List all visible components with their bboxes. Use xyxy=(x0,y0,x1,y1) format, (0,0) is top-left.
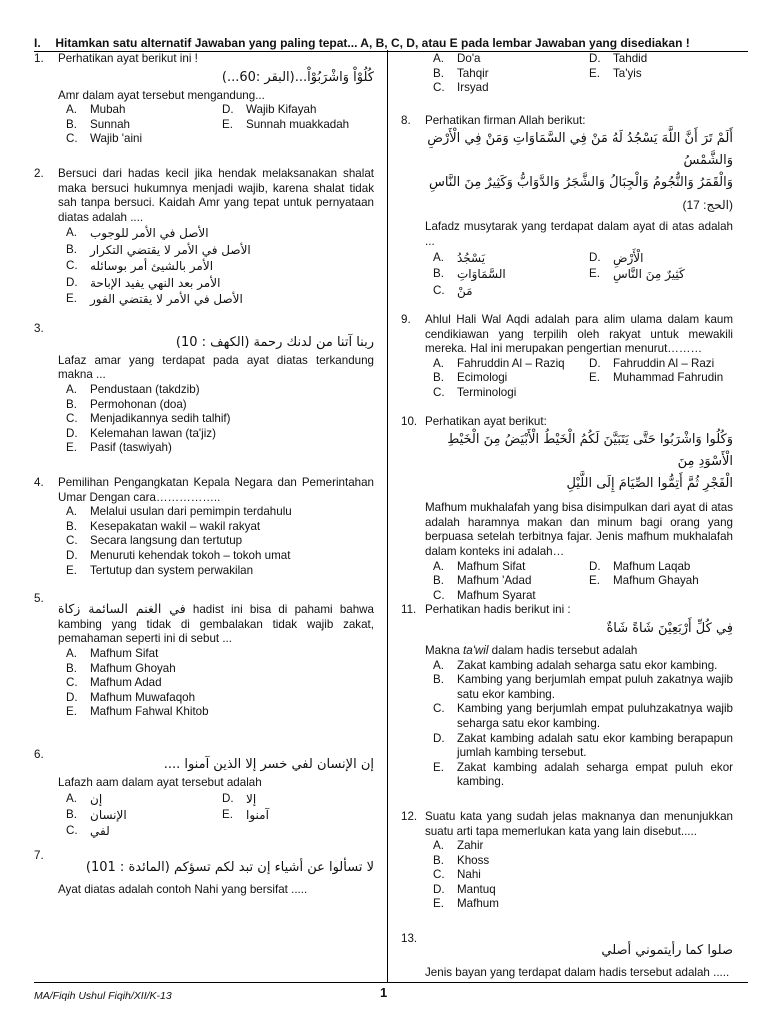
option-text: Muhammad Fahrudin xyxy=(613,371,724,385)
question-stem: Mafhum mukhalafah yang bisa disimpulkan dari ayat di atas adalah haramnya makan dan minum bagi orang yang berpuasa setelah terbitnya fajar. Jenis mafhum mukhalafah dalam konteks ini adalah… xyxy=(425,501,733,558)
option-d[interactable] xyxy=(66,549,374,564)
option-letter: B. xyxy=(66,519,77,533)
option-letter: D. xyxy=(589,356,601,370)
option-b[interactable] xyxy=(66,118,222,133)
option-d[interactable] xyxy=(589,357,733,372)
option-letter: A. xyxy=(433,52,444,65)
option-c[interactable] xyxy=(66,132,222,147)
option-a[interactable] xyxy=(66,103,222,118)
section-number: I. xyxy=(34,36,41,50)
option-text: Pasif (taswiyah) xyxy=(90,441,172,455)
arabic-hadith: صلوا كما رأيتموني أصلي xyxy=(601,943,733,959)
instruction-header xyxy=(34,36,754,50)
option-e[interactable] xyxy=(589,574,733,589)
option-letter: B. xyxy=(433,371,444,385)
option-c[interactable] xyxy=(433,702,733,731)
option-d[interactable] xyxy=(589,250,733,267)
options xyxy=(66,647,374,720)
option-text: يَسْجُدُ xyxy=(457,250,486,265)
arabic-verse: كُلُوْاْ وَاشْرَبُوْاْ...(البقر :60...) xyxy=(221,69,374,85)
left-column xyxy=(34,52,374,897)
option-letter: B. xyxy=(433,673,444,687)
option-e[interactable] xyxy=(222,118,374,133)
question-number: 2. xyxy=(34,166,44,180)
question-4 xyxy=(34,476,374,578)
footer-divider xyxy=(34,982,748,983)
option-text: Mafhum Ghayah xyxy=(613,574,699,588)
option-text: Mafhum Ghoyah xyxy=(90,661,176,675)
option-letter: D. xyxy=(66,275,78,289)
option-text: Mafhum Muwafaqoh xyxy=(90,690,196,704)
option-c[interactable] xyxy=(433,386,589,401)
option-text: Mafhum Adad xyxy=(90,676,162,690)
option-text: Sunnah xyxy=(90,117,130,131)
arabic-hadith: في الغنم السائمة زكاة xyxy=(58,601,186,617)
option-text: Mafhum xyxy=(457,897,499,911)
option-c[interactable] xyxy=(66,823,222,839)
option-text: الأصل في الأمر للوجوب xyxy=(90,226,209,241)
option-text: Do'a xyxy=(457,52,481,65)
option-e[interactable] xyxy=(66,441,374,456)
options xyxy=(433,839,733,912)
option-text: Zahir xyxy=(457,839,484,853)
option-c[interactable] xyxy=(433,868,733,883)
instruction-text: Hitamkan satu alternatif Jawaban yang paling tepat... A, B, C, D, atau E pada lembar Jawaban yang disediakan ! xyxy=(55,36,690,50)
question-number: 3. xyxy=(34,321,44,335)
option-letter: C. xyxy=(66,259,78,273)
option-a[interactable] xyxy=(433,250,589,267)
column-divider xyxy=(387,50,388,982)
question-12 xyxy=(401,810,733,912)
option-text: Tertutup dan system perwakilan xyxy=(90,563,254,577)
question-number: 4. xyxy=(34,476,44,489)
option-text: Kambing yang berjumlah empat puluh zakatnya wajib satu ekor kambing. xyxy=(457,673,733,701)
option-letter: C. xyxy=(433,81,445,95)
option-c[interactable] xyxy=(66,534,374,549)
option-letter: E. xyxy=(222,117,233,131)
option-text: Fahruddin Al – Raziq xyxy=(457,356,565,370)
question-stem xyxy=(425,644,733,659)
option-text: Wajib Kifayah xyxy=(246,103,317,117)
question-number: 1. xyxy=(34,52,44,65)
option-letter: A. xyxy=(66,226,77,240)
option-letter: B. xyxy=(433,574,444,588)
option-text: Pendustaan (takdzib) xyxy=(90,383,200,397)
question-text: Pemilihan Pengangkatan Kepala Negara dan Pemerintahan Umar Dengan cara…………….. xyxy=(58,476,374,504)
right-column xyxy=(401,52,733,981)
option-b[interactable] xyxy=(433,371,589,386)
option-letter: B. xyxy=(433,66,444,80)
question-7 xyxy=(34,849,374,898)
option-text: Mantuq xyxy=(457,882,496,896)
question-11 xyxy=(401,603,733,790)
option-text: Mafhum Syarat xyxy=(457,588,536,602)
option-letter: D. xyxy=(66,426,78,440)
question-text: Perhatikan ayat berikut ini ! xyxy=(58,52,198,65)
option-a[interactable] xyxy=(433,52,589,67)
option-letter: D. xyxy=(589,52,601,65)
options xyxy=(433,250,733,300)
option-text: Ta'yis xyxy=(613,66,642,80)
option-b[interactable] xyxy=(433,854,733,869)
option-letter: B. xyxy=(66,661,77,675)
option-d[interactable] xyxy=(222,103,374,118)
options xyxy=(433,659,733,790)
options xyxy=(66,505,374,578)
question-7-options xyxy=(433,52,733,96)
question-10 xyxy=(401,415,733,604)
question-number: 5. xyxy=(34,592,44,606)
arabic-verse-line-1: وَكُلُوا وَاشْرَبُوا حَتَّى يَتَبَيَّنَ لَكُمُ الْخَيْطُ الْأَبْيَضُ مِنَ الْخَيْطِ الْأَسْوَدِ مِنَ xyxy=(447,432,733,470)
option-letter: E. xyxy=(589,267,600,281)
question-text: Perhatikan firman Allah berikut: xyxy=(425,113,586,127)
option-b[interactable] xyxy=(66,242,374,259)
option-letter: A. xyxy=(66,646,77,660)
option-c[interactable] xyxy=(433,283,589,300)
option-text: الْأَرْضِ xyxy=(613,250,644,265)
option-text: Tahdid xyxy=(613,52,648,65)
option-e[interactable] xyxy=(589,371,733,386)
option-letter: A. xyxy=(66,791,77,805)
option-d[interactable] xyxy=(589,560,733,575)
option-text: إن xyxy=(90,791,103,806)
question-number: 13. xyxy=(401,932,418,946)
option-text: Mafhum Sifat xyxy=(90,646,159,660)
question-3 xyxy=(34,322,374,456)
option-text: الإنسان xyxy=(90,807,127,822)
option-letter: C. xyxy=(433,588,445,602)
question-8 xyxy=(401,114,733,299)
option-letter: C. xyxy=(433,868,445,882)
option-letter: C. xyxy=(433,386,445,400)
stem-term: ta'wil xyxy=(463,643,489,657)
option-text: Mafhum Sifat xyxy=(457,559,526,573)
option-text: Mafhum Fahwal Khitob xyxy=(90,705,209,719)
option-letter: E. xyxy=(433,897,444,911)
option-b[interactable] xyxy=(433,574,589,589)
option-letter: D. xyxy=(222,791,234,805)
option-text: كَثِيرٌ مِنَ النَّاسِ xyxy=(613,267,685,282)
page-number: 1 xyxy=(380,985,388,1000)
arabic-verse: ربنا آتنا من لدنك رحمة (الكهف : 10) xyxy=(175,334,374,350)
option-letter: C. xyxy=(433,702,445,716)
option-letter: E. xyxy=(589,66,600,80)
question-text: Ayat diatas adalah contoh Nahi yang bersifat ..... xyxy=(58,882,308,896)
option-d[interactable] xyxy=(66,691,374,706)
option-text: Wajib 'aini xyxy=(90,132,143,146)
option-a[interactable] xyxy=(433,357,589,372)
option-letter: E. xyxy=(433,760,444,774)
options xyxy=(433,357,733,401)
question-text: Lafazh aam dalam ayat tersebut adalah xyxy=(58,775,262,789)
option-text: آمنوا xyxy=(246,807,269,822)
option-a[interactable] xyxy=(66,225,374,242)
option-a[interactable] xyxy=(66,383,374,398)
option-text: Kelemahan lawan (ta'jiz) xyxy=(90,426,216,440)
question-text: Perhatikan hadis berikut ini : xyxy=(425,603,571,617)
option-a[interactable] xyxy=(433,839,733,854)
option-text: Khoss xyxy=(457,853,490,867)
question-text: hadist ini bisa di pahami bahwa kambing yang tidak di gembalakan tidak wajib zakat, pemahaman seperti ini di sebut ... xyxy=(58,603,374,646)
option-text: السَّمَاوَاتِ xyxy=(457,267,506,282)
option-text: الأمر بالشيئ أمر بوسائله xyxy=(90,259,214,274)
option-letter: E. xyxy=(66,292,77,306)
document-code: MA/Fiqih Ushul Fiqih/XII/K-13 xyxy=(34,990,172,1002)
option-c[interactable] xyxy=(66,412,374,427)
option-letter: E. xyxy=(66,563,77,577)
option-text: Tahqir xyxy=(457,66,489,80)
option-text: Mafhum 'Adad xyxy=(457,574,532,588)
option-letter: A. xyxy=(433,559,444,573)
question-5 xyxy=(34,592,374,720)
option-b[interactable] xyxy=(66,398,374,413)
option-b[interactable] xyxy=(433,673,733,702)
option-text: Mafhum Laqab xyxy=(613,559,691,573)
option-letter: B. xyxy=(433,853,444,867)
option-letter: B. xyxy=(66,117,77,131)
option-letter: D. xyxy=(433,731,445,745)
option-d[interactable] xyxy=(589,52,733,67)
option-d[interactable] xyxy=(66,427,374,442)
option-text: Kambing yang berjumlah empat puluhzakatnya wajib seharga satu ekor kambing. xyxy=(457,702,733,730)
option-e[interactable] xyxy=(589,266,733,283)
option-b[interactable] xyxy=(66,520,374,535)
option-e[interactable] xyxy=(222,807,374,823)
option-letter: D. xyxy=(66,690,78,704)
question-text: Bersuci dari hadas kecil jika hendak melaksanakan shalat maka bersuci hukumnya menjadi wajib, karena shalat tidak sah tanpa bersuci. Kaidah Amr yang tepat untuk pernyataan diatas adalah .... xyxy=(58,166,374,224)
options xyxy=(66,791,374,839)
option-letter: B. xyxy=(66,397,77,411)
options xyxy=(66,383,374,456)
option-letter: C. xyxy=(66,534,78,548)
option-e[interactable] xyxy=(589,67,733,82)
option-letter: C. xyxy=(66,676,78,690)
option-letter: B. xyxy=(433,267,444,281)
option-letter: C. xyxy=(433,283,445,297)
question-text: Jenis bayan yang terdapat dalam hadis tersebut adalah ..... xyxy=(425,966,730,980)
options xyxy=(66,103,374,147)
option-letter: E. xyxy=(66,705,77,719)
question-stem: Amr dalam ayat tersebut mengandung... xyxy=(58,88,265,102)
option-letter: A. xyxy=(66,505,77,519)
question-6 xyxy=(34,748,374,839)
option-c[interactable] xyxy=(66,258,374,275)
stem-suffix: dalam hadis tersebut adalah xyxy=(488,643,638,657)
question-number: 12. xyxy=(401,809,418,823)
option-letter: E. xyxy=(66,441,77,455)
option-text: إلا xyxy=(246,791,257,806)
option-text: Nahi xyxy=(457,868,481,882)
option-text: Kesepakatan wakil – wakil rakyat xyxy=(90,519,261,533)
option-c[interactable] xyxy=(433,589,589,604)
option-text: Terminologi xyxy=(457,386,517,400)
option-text: Irsyad xyxy=(457,81,489,95)
question-number: 7. xyxy=(34,848,44,862)
option-letter: A. xyxy=(433,658,444,672)
option-b[interactable] xyxy=(433,67,589,82)
option-letter: C. xyxy=(66,412,78,426)
option-letter: A. xyxy=(66,383,77,397)
option-d[interactable] xyxy=(433,732,733,761)
arabic-verse-line-2: وَالْقَمَرُ وَالنُّجُومُ وَالْجِبَالُ وَالشَّجَرُ وَالدَّوَابُّ وَكَثِيرٌ مِنَ النَّاسِ xyxy=(428,175,733,191)
option-letter: D. xyxy=(66,548,78,562)
arabic-hadith: فِي كُلِّ أَرْبَعِيْنَ شَاةً شَاةٌ xyxy=(606,620,733,636)
arabic-verse-line-2: الْفَجْرِ ثُمَّ أَتِمُّوا الصِّيَامَ إِلَى اللَّيْلِ xyxy=(566,476,733,492)
option-text: مَنْ xyxy=(457,283,473,298)
option-text: Permohonan (doa) xyxy=(90,397,187,411)
option-text: لفي xyxy=(90,823,110,838)
option-letter: B. xyxy=(66,807,77,821)
option-a[interactable] xyxy=(66,505,374,520)
question-number: 8. xyxy=(401,113,411,127)
option-e[interactable] xyxy=(433,761,733,790)
option-letter: D. xyxy=(589,559,601,573)
question-text: Lafaz amar yang terdapat pada ayat diatas terkandung makna ... xyxy=(58,353,374,382)
verse-reference: (الحج: 17) xyxy=(682,198,733,213)
option-b[interactable] xyxy=(66,662,374,677)
option-text: Fahruddin Al – Razi xyxy=(613,356,715,370)
option-letter: C. xyxy=(66,132,78,146)
option-text: Zakat kambing adalah satu ekor kambing berapapun jumlah kambing tersebut. xyxy=(457,731,733,760)
question-number: 10. xyxy=(401,414,418,428)
option-d[interactable] xyxy=(222,791,374,807)
arabic-verse: لا تسألوا عن أشياء إن تبد لكم تسؤكم (المائدة : 101) xyxy=(85,859,374,875)
option-letter: E. xyxy=(589,574,600,588)
option-letter: E. xyxy=(589,371,600,385)
option-d[interactable] xyxy=(66,275,374,292)
option-letter: D. xyxy=(589,250,601,264)
option-text: Zakat kambing adalah seharga satu ekor kambing. xyxy=(457,658,718,672)
option-a[interactable] xyxy=(66,647,374,662)
options xyxy=(433,560,733,604)
option-e[interactable] xyxy=(433,897,733,912)
option-letter: B. xyxy=(66,242,77,256)
arabic-verse-line-1: أَلَمْ تَرَ أَنَّ اللَّهَ يَسْجُدُ لَهُ مَنْ فِي السَّمَاوَاتِ وَمَنْ فِي الْأَرْضِ وَالشَّمْسُ xyxy=(427,131,733,169)
question-stem: Lafadz musytarak yang terdapat dalam ayat di atas adalah ... xyxy=(425,220,733,248)
question-9 xyxy=(401,313,733,401)
option-text: الأصل في الأمر لا يقتضي الفور xyxy=(90,292,243,307)
option-letter: A. xyxy=(433,250,444,264)
option-text: Menuruti kehendak tokoh – tokoh umat xyxy=(90,548,291,562)
option-b[interactable] xyxy=(433,266,589,283)
option-e[interactable] xyxy=(66,564,374,579)
option-letter: A. xyxy=(433,356,444,370)
option-text: الأمر بعد النهي يفيد الإباحة xyxy=(90,275,221,290)
option-text: Sunnah muakkadah xyxy=(246,117,350,131)
option-letter: A. xyxy=(433,839,444,853)
question-13 xyxy=(401,932,733,981)
options xyxy=(66,225,374,308)
option-c[interactable] xyxy=(433,81,589,96)
option-text: Ecimologi xyxy=(457,371,508,385)
option-text: الأصل في الأمر لا يقتضي التكرار xyxy=(90,242,251,257)
option-b[interactable] xyxy=(66,807,222,823)
option-e[interactable] xyxy=(66,705,374,720)
question-2 xyxy=(34,167,374,308)
arabic-verse: إن الإنسان لفي خسر إلا الذين آمنوا .... xyxy=(163,756,374,772)
question-text: Perhatikan ayat berikut: xyxy=(425,414,547,428)
option-a[interactable] xyxy=(433,560,589,575)
option-letter: A. xyxy=(66,103,77,117)
option-letter: C. xyxy=(66,823,78,837)
option-letter: D. xyxy=(433,882,445,896)
option-e[interactable] xyxy=(66,291,374,308)
stem-prefix: Makna xyxy=(425,643,464,657)
option-text: Menjadikannya sedih talhif) xyxy=(90,412,231,426)
question-number: 9. xyxy=(401,313,411,327)
question-text: Suatu kata yang sudah jelas maknanya dan menunjukkan suatu arti tapa memerlukan kata yang lain disebut..... xyxy=(425,809,733,838)
option-a[interactable] xyxy=(433,659,733,674)
question-text: Ahlul Hali Wal Aqdi adalah para alim ulama dalam kaum cendikiawan yang terpilih oleh rakyat untuk mewakili mereka. Hal ini merupakan pengertian menurut……… xyxy=(425,313,733,356)
option-letter: E. xyxy=(222,807,233,821)
option-text: Secara langsung dan tertutup xyxy=(90,534,243,548)
question-number: 11. xyxy=(401,603,417,617)
question-number: 6. xyxy=(34,747,44,761)
option-a[interactable] xyxy=(66,791,222,807)
option-text: Melalui usulan dari pemimpin terdahulu xyxy=(90,505,292,519)
option-c[interactable] xyxy=(66,676,374,691)
option-text: Zakat kambing adalah seharga empat puluh ekor kambing. xyxy=(457,760,733,789)
option-text: Mubah xyxy=(90,103,126,117)
question-1 xyxy=(34,52,374,147)
option-d[interactable] xyxy=(433,883,733,898)
option-letter: D. xyxy=(222,103,234,117)
